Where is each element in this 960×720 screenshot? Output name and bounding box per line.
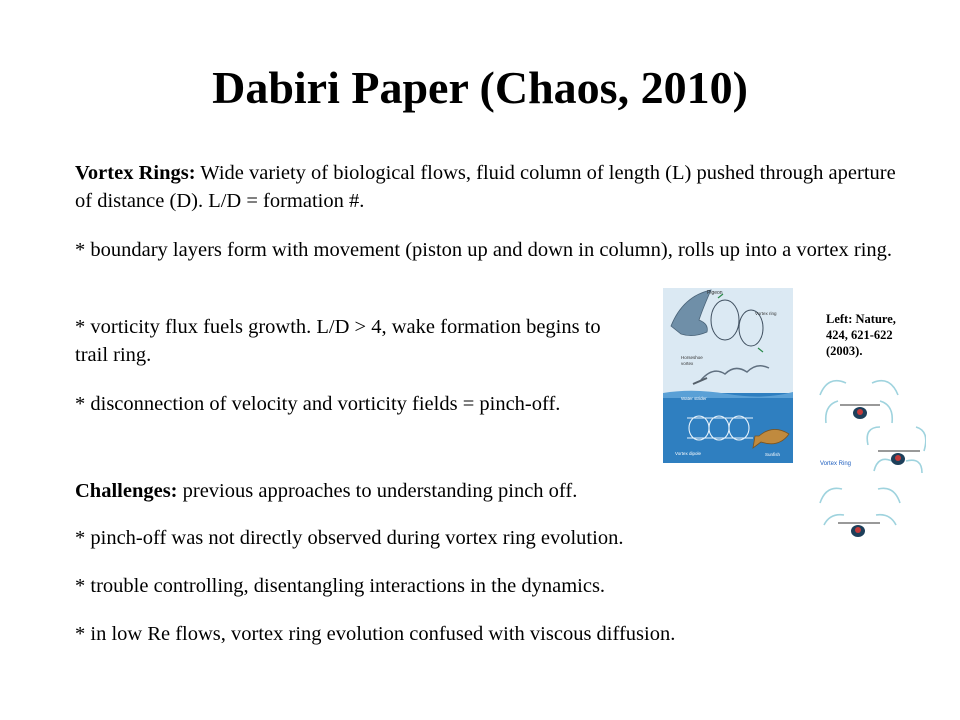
vortex-rings-heading: Vortex Rings: — [75, 162, 196, 184]
challenges-paragraph — [75, 477, 775, 505]
helicopter-icon — [840, 405, 880, 419]
helicopter-icon — [838, 523, 880, 537]
pinch-off-bullet: * disconnection of velocity and vorticity fields = pinch-off. — [75, 393, 561, 415]
pigeon-label: Pigeon — [707, 290, 723, 296]
vortex-ring-label: Vortex ring — [755, 311, 777, 316]
vortex-rings-paragraph — [75, 159, 905, 215]
horseshoe-label: Horseshoe — [681, 355, 703, 360]
vortex-dipole-label: Vortex dipole — [675, 451, 702, 456]
vorticity-flux-bullet: * vorticity flux fuels growth. L/D > 4, wake formation begins to trail ring. — [75, 316, 601, 366]
not-observed-bullet: * pinch-off was not directly observed during vortex ring evolution. — [75, 527, 624, 549]
sunfish-label: Sunfish — [765, 452, 781, 457]
citation-line-2: 424, 621-622 — [826, 328, 893, 342]
horseshoe-vortex-label: vortex — [681, 361, 694, 366]
helicopter-vortex-figure — [818, 375, 926, 553]
low-re-bullet: * in low Re flows, vortex ring evolution confused with viscous diffusion. — [75, 623, 676, 645]
vortex-ring-side-label: Vortex Ring — [820, 461, 852, 467]
biological-vortex-figure — [663, 288, 793, 463]
boundary-layers-bullet: * boundary layers form with movement (piston up and down in column), rolls up into a vortex ring. — [75, 239, 893, 261]
vortex-rings-text: Wide variety of biological flows, fluid column of length (L) pushed through aperture of distance (D). L/D = formation #. — [75, 162, 896, 212]
slide-title: Dabiri Paper (Chaos, 2010) — [212, 62, 748, 113]
challenges-text: previous approaches to understanding pinch off. — [177, 480, 578, 502]
citation — [826, 311, 936, 359]
water-strider-label: Water strider — [681, 396, 707, 401]
helicopter-icon — [878, 451, 920, 465]
trouble-controlling-bullet: * trouble controlling, disentangling interactions in the dynamics. — [75, 575, 606, 597]
challenges-heading: Challenges: — [75, 480, 178, 502]
citation-line-3: (2003). — [826, 344, 863, 358]
citation-line-1: Left: Nature, — [826, 312, 896, 326]
